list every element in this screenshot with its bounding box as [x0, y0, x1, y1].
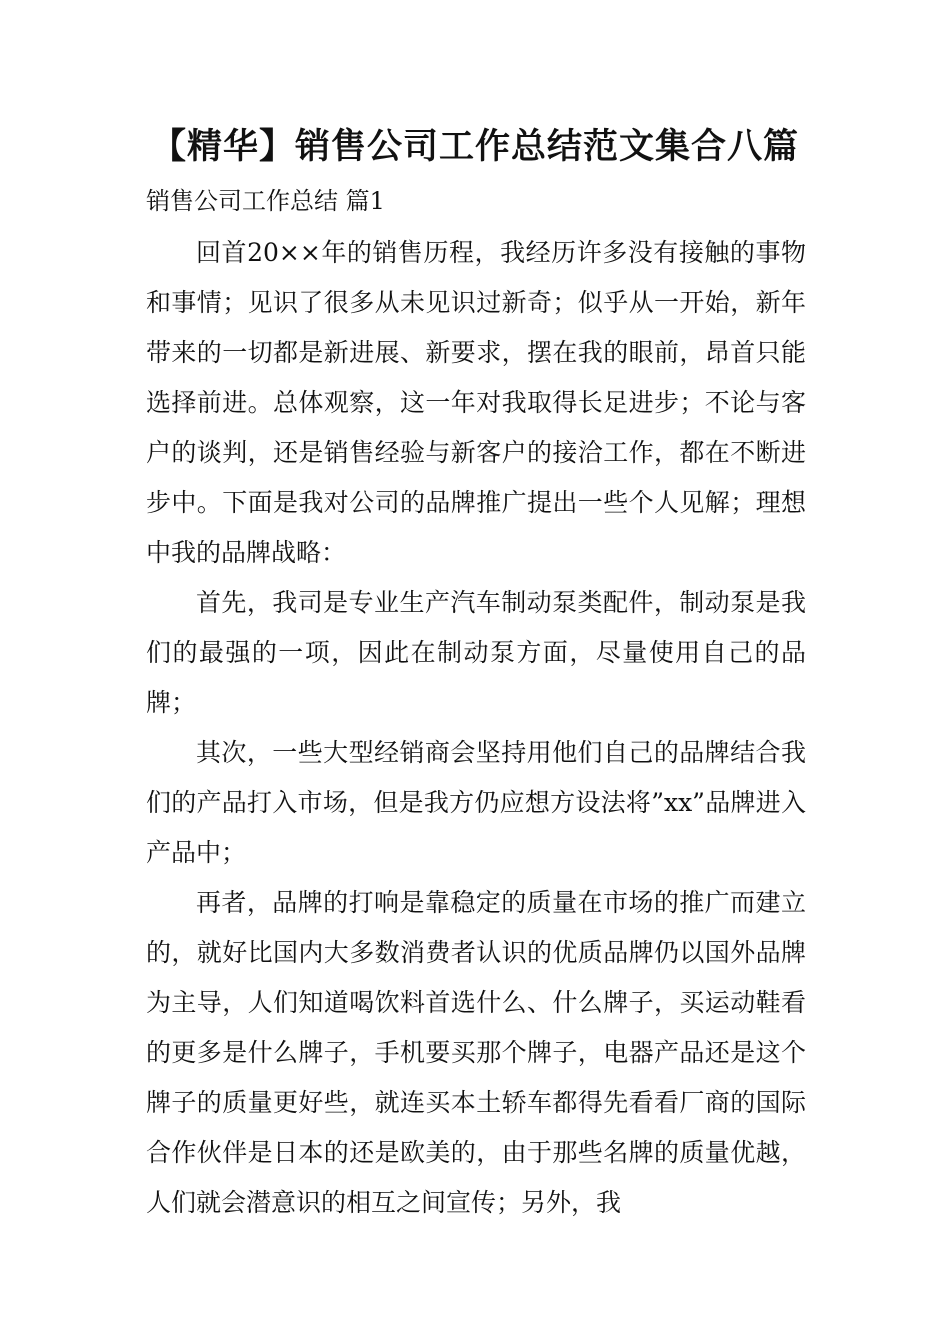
paragraph-first-point: 首先，我司是专业生产汽车制动泵类配件，制动泵是我们的最强的一项，因此在制动泵方面，尽量使用自己的品牌；	[146, 588, 806, 717]
paragraph-third-point: 再者，品牌的打响是靠稳定的质量在市场的推广而建立的，就好比国内大多数消费者认识的优质品牌仍以国外品牌为主导，人们知道喝饮料首选什么、什么牌子，买运动鞋看的更多是什么牌子，手机要买那个牌子，电器产品还是这个牌子的质量更好些，就连买本土轿车都得先看看厂商的国际合作伙伴是日本的还是欧美的，由于那些名牌的质量优越，人们就会潜意识的相互之间宣传；另外，我	[146, 888, 806, 1217]
paragraph-second-point: 其次，一些大型经销商会坚持用他们自己的品牌结合我们的产品打入市场，但是我方仍应想方设法将”xx”品牌进入产品中；	[146, 738, 806, 867]
document-body	[146, 228, 806, 1228]
paragraph-intro: 回首20××年的销售历程，我经历许多没有接触的事物和事情；见识了很多从未见识过新奇；似乎从一开始，新年带来的一切都是新进展、新要求，摆在我的眼前，昂首只能选择前进。总体观察，这一年对我取得长足进步；不论与客户的谈判，还是销售经验与新客户的接洽工作，都在不断进步中。下面是我对公司的品牌推广提出一些个人见解；理想中我的品牌战略：	[146, 238, 806, 567]
section-heading: 销售公司工作总结 篇1	[146, 187, 385, 215]
document-title: 【精华】销售公司工作总结范文集合八篇	[150, 127, 799, 167]
